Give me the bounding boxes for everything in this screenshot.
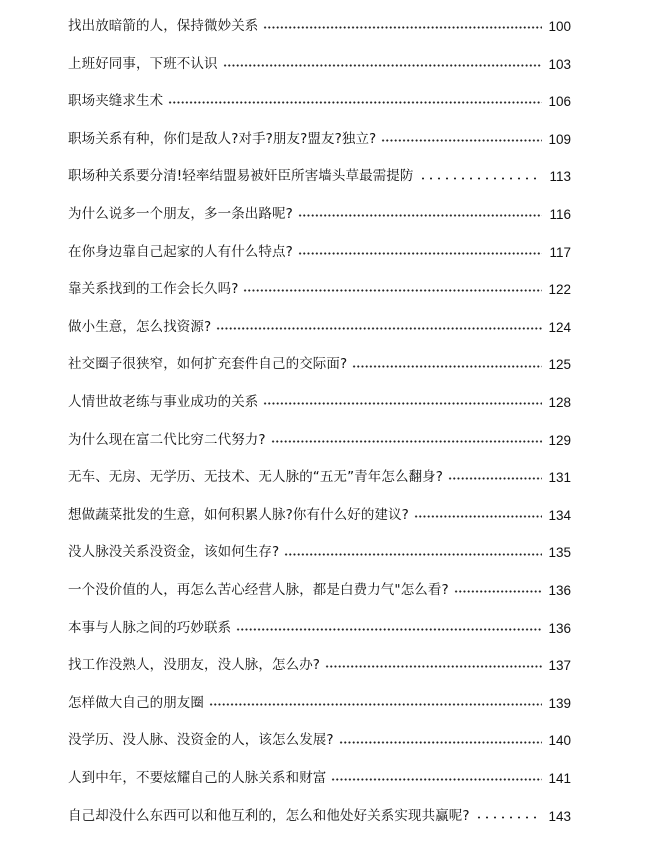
toc-entry-title: 自己却没什么东西可以和他互利的，怎么和他处好关系实现共赢呢?	[68, 807, 470, 824]
dot-leader	[298, 214, 542, 217]
dot-leader	[298, 252, 542, 255]
dot-leader	[223, 64, 542, 67]
dot-leader	[454, 590, 542, 593]
toc-entry-page: 129	[548, 432, 571, 448]
toc-entry[interactable]	[68, 384, 571, 422]
toc-entry[interactable]	[68, 497, 571, 535]
toc-entry[interactable]	[68, 685, 571, 723]
dot-leader	[331, 778, 542, 781]
toc-entry-page: 113	[549, 169, 571, 185]
dot-leader	[475, 816, 542, 819]
toc-entry[interactable]	[68, 8, 571, 46]
dot-leader	[209, 703, 542, 706]
toc-entry-page: 128	[548, 394, 571, 410]
dot-leader	[284, 553, 542, 556]
toc-entry-page: 136	[548, 620, 571, 636]
toc-entry-title: 没学历、没人脉、没资金的人，该怎么发展?	[68, 732, 334, 749]
toc-entry-page: 109	[548, 131, 571, 147]
toc-entry-page: 103	[548, 56, 571, 72]
toc-entry-page: 134	[548, 507, 571, 523]
toc-entry[interactable]	[68, 309, 571, 347]
toc-entry-title: 职场关系有种，你们是敌人?对手?朋友?盟友?独立?	[68, 130, 377, 147]
toc-entry-title: 做小生意，怎么找资源?	[68, 318, 212, 335]
toc-entry-title: 上班好同事，下班不认识	[68, 55, 218, 72]
dot-leader	[263, 402, 542, 405]
toc-entry[interactable]	[68, 459, 571, 497]
toc-entry[interactable]	[68, 46, 571, 84]
toc-entry-title: 职场种关系要分清!轻率结盟易被奸臣所害墙头草最需提防	[68, 168, 414, 185]
toc-entry[interactable]	[68, 196, 571, 234]
dot-leader	[236, 628, 542, 631]
dot-leader	[414, 515, 542, 518]
toc-entry[interactable]	[68, 647, 571, 685]
toc-entry[interactable]	[68, 83, 571, 121]
toc-entry[interactable]	[68, 760, 571, 798]
toc-entry-title: 职场夹缝求生术	[68, 93, 164, 110]
toc-entry-page: 117	[549, 244, 571, 260]
toc-entry[interactable]	[68, 121, 571, 159]
toc-entry[interactable]	[68, 422, 571, 460]
toc-entry-title: 人到中年，不要炫耀自己的人脉关系和财富	[68, 769, 327, 786]
toc-entry-title: 为什么说多一个朋友，多一条出路呢?	[68, 206, 293, 223]
toc-entry-title: 想做蔬菜批发的生意，如何积累人脉?你有什么好的建议?	[68, 506, 409, 523]
toc-entry-title: 找工作没熟人，没朋友，没人脉，怎么办?	[68, 657, 321, 674]
toc-entry-title: 靠关系找到的工作会长久吗?	[68, 281, 239, 298]
toc-entry-page: 136	[548, 582, 571, 598]
table-of-contents	[68, 8, 571, 835]
dot-leader	[448, 477, 542, 480]
dot-leader	[325, 665, 542, 668]
toc-entry[interactable]	[68, 158, 571, 196]
toc-entry-title: 为什么现在富二代比穷二代努力?	[68, 431, 266, 448]
toc-entry-page: 131	[548, 470, 571, 486]
dot-leader	[243, 289, 542, 292]
toc-entry-page: 143	[548, 808, 571, 824]
dot-leader	[263, 26, 542, 29]
toc-entry-page: 137	[548, 658, 571, 674]
dot-leader	[352, 365, 542, 368]
dot-leader	[271, 440, 542, 443]
toc-entry-page: 140	[548, 733, 571, 749]
toc-entry[interactable]	[68, 271, 571, 309]
toc-entry[interactable]	[68, 534, 571, 572]
toc-entry[interactable]	[68, 572, 571, 610]
toc-entry-page: 139	[548, 695, 571, 711]
toc-entry[interactable]	[68, 722, 571, 760]
toc-entry-page: 135	[548, 545, 571, 561]
toc-entry-page: 141	[548, 770, 571, 786]
toc-entry[interactable]	[68, 346, 571, 384]
dot-leader	[419, 177, 542, 180]
dot-leader	[168, 101, 542, 104]
toc-entry-page: 100	[548, 19, 571, 35]
dot-leader	[216, 327, 542, 330]
toc-entry-page: 116	[549, 207, 571, 223]
toc-entry-title: 没人脉没关系没资金，该如何生存?	[68, 544, 280, 561]
toc-entry-page: 124	[548, 319, 571, 335]
toc-entry[interactable]	[68, 234, 571, 272]
toc-entry-page: 122	[548, 282, 571, 298]
dot-leader	[339, 741, 542, 744]
toc-entry-title: 一个没价值的人，再怎么苦心经营人脉，都是白费力气"怎么看?	[68, 581, 449, 598]
toc-entry-title: 怎样做大自己的朋友圈	[68, 694, 204, 711]
toc-entry-page: 106	[548, 94, 571, 110]
toc-entry-title: 找出放暗箭的人，保持微妙关系	[68, 18, 259, 35]
dot-leader	[381, 139, 542, 142]
toc-entry-title: 在你身边靠自己起家的人有什么特点?	[68, 243, 293, 260]
toc-entry-page: 125	[548, 357, 571, 373]
toc-entry-title: 社交圈子很狭窄，如何扩充套件自己的交际面?	[68, 356, 348, 373]
toc-entry-title: 无车、无房、无学历、无技术、无人脉的“五无”青年怎么翻身?	[68, 469, 444, 486]
toc-entry-title: 本事与人脉之间的巧妙联系	[68, 619, 232, 636]
toc-entry-title: 人情世故老练与事业成功的关系	[68, 393, 259, 410]
toc-entry[interactable]	[68, 610, 571, 648]
toc-entry[interactable]	[68, 797, 571, 835]
